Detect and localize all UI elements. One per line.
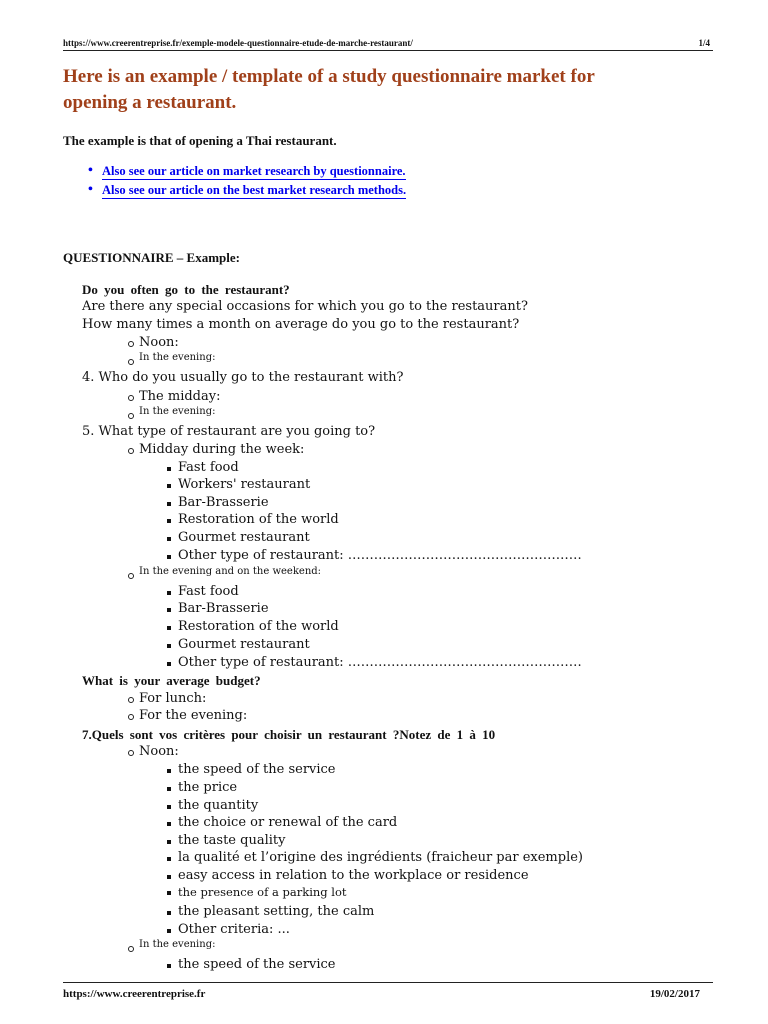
criteria-item: the choice or renewal of the card [178, 815, 398, 830]
link-market-research-questionnaire[interactable]: Also see our article on market research by questionnaire. [102, 164, 406, 178]
question-4: 4. Who do you usually go to the restaurant with? [82, 370, 404, 385]
week-restaurant-type: Fast food [178, 460, 239, 475]
criteria-item: the quantity [178, 798, 259, 813]
page-number: 1/4 [698, 38, 710, 48]
week-restaurant-type: Bar-Brasserie [178, 495, 269, 510]
header-divider [63, 50, 713, 51]
footer-divider [63, 982, 713, 983]
questionnaire-heading: QUESTIONNAIRE – Example: [63, 250, 240, 265]
question-5-evening-label: In the evening and on the weekend: [139, 566, 322, 577]
criteria-item: the presence of a parking lot [178, 885, 347, 899]
criteria-item: the price [178, 780, 238, 795]
criteria-item: the speed of the service [178, 762, 336, 777]
evening-restaurant-type: Fast food [178, 584, 239, 599]
question-7-noon-label: Noon: [139, 744, 179, 759]
question-3-option-evening: In the evening: [139, 352, 216, 363]
question-1: Do you often go to the restaurant? [82, 282, 290, 297]
page-title: Here is an example / template of a study questionnaire market for opening a restaurant. [63, 66, 595, 113]
question-7-evening-label: In the evening: [139, 939, 216, 950]
question-4-option-evening: In the evening: [139, 406, 216, 417]
question-5-week-label: Midday during the week: [139, 442, 305, 457]
evening-restaurant-type: Restoration of the world [178, 619, 339, 634]
evening-restaurant-type: Gourmet restaurant [178, 637, 310, 652]
question-4-option-midday: The midday: [139, 389, 221, 404]
criteria-item: la qualité et l’origine des ingrédients (fraicheur par exemple) [178, 850, 583, 865]
question-6: What is your average budget? [82, 673, 261, 688]
evening-restaurant-type: Other type of restaurant: ……………………………………………… [178, 655, 582, 670]
question-5: 5. What type of restaurant are you going to? [82, 424, 376, 439]
question-3-option-noon: Noon: [139, 335, 179, 350]
criteria-item: the speed of the service [178, 957, 336, 972]
link-best-research-methods[interactable]: Also see our article on the best market research methods. [102, 183, 407, 197]
week-restaurant-type: Restoration of the world [178, 512, 339, 527]
criteria-item: the pleasant setting, the calm [178, 904, 375, 919]
header-url: https://www.creerentreprise.fr/exemple-modele-questionnaire-etude-de-marche-restaurant/ [63, 38, 413, 48]
question-6-option-evening: For the evening: [139, 708, 248, 723]
footer-url: https://www.creerentreprise.fr [63, 988, 206, 1000]
intro-text: The example is that of opening a Thai restaurant. [63, 133, 337, 148]
question-2: Are there any special occasions for which you go to the restaurant? [82, 299, 528, 314]
footer-date: 19/02/2017 [649, 988, 700, 1000]
question-3: How many times a month on average do you go to the restaurant? [82, 317, 520, 332]
criteria-item: easy access in relation to the workplace or residence [178, 868, 529, 883]
evening-restaurant-type: Bar-Brasserie [178, 601, 269, 616]
criteria-item: the taste quality [178, 833, 286, 848]
week-restaurant-type: Workers' restaurant [178, 477, 311, 492]
week-restaurant-type: Gourmet restaurant [178, 530, 310, 545]
criteria-item: Other criteria: ... [178, 922, 290, 937]
week-restaurant-type: Other type of restaurant: ……………………………………………… [178, 548, 582, 563]
question-7: 7.Quels sont vos critères pour choisir un restaurant ?Notez de 1 à 10 [82, 727, 496, 742]
question-6-option-lunch: For lunch: [139, 691, 207, 706]
